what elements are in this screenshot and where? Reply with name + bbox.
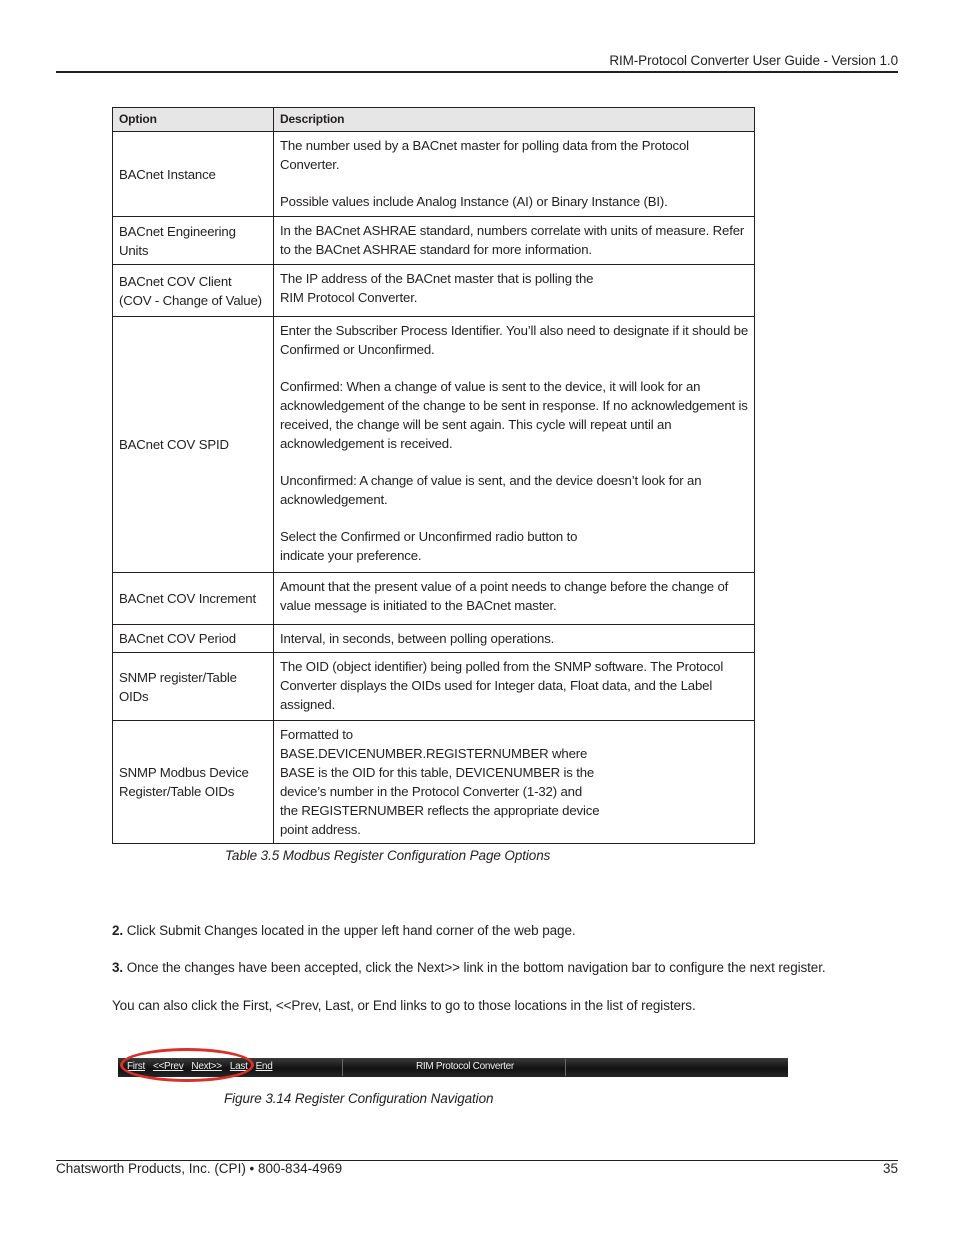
navigation-note: You can also click the First, <<Prev, Last, or End links to go to those locations in the list of registers. — [112, 998, 696, 1013]
table-row — [113, 317, 755, 573]
step-2-number: 2. — [112, 923, 124, 938]
description-cell: The IP address of the BACnet master that is polling the RIM Protocol Converter. — [274, 265, 755, 317]
step-3-text: Once the changes have been accepted, click the Next>> link in the bottom navigation bar to configure the next register. — [126, 960, 826, 975]
column-header-option: Option — [113, 108, 274, 132]
option-cell: BACnet Engineering Units — [113, 217, 274, 265]
option-cell: BACnet Instance — [113, 132, 274, 217]
nav-next-link[interactable]: Next>> — [191, 1061, 222, 1072]
page-number: 35 — [882, 1161, 898, 1176]
option-cell: BACnet COV Period — [113, 625, 274, 653]
table-header-row — [113, 108, 755, 132]
header-rule — [56, 71, 898, 73]
nav-separator — [342, 1059, 343, 1076]
option-cell: SNMP register/Table OIDs — [113, 653, 274, 721]
table-row — [113, 132, 755, 217]
step-3-number: 3. — [112, 960, 124, 975]
option-cell: SNMP Modbus Device Register/Table OIDs — [113, 721, 274, 844]
step-2 — [112, 923, 576, 938]
description-cell: In the BACnet ASHRAE standard, numbers correlate with units of measure. Refer to the BACnet ASHRAE standard for more information. — [274, 217, 755, 265]
option-cell: BACnet COV SPID — [113, 317, 274, 573]
description-cell: The number used by a BACnet master for polling data from the Protocol Converter. Possible values include Analog Instance (AI) or Binary Instance (BI). — [274, 132, 755, 217]
table-row — [113, 653, 755, 721]
nav-separator — [565, 1059, 566, 1076]
nav-bar-title: RIM Protocol Converter — [416, 1061, 514, 1072]
table-row — [113, 265, 755, 317]
table-row — [113, 721, 755, 844]
nav-prev-link[interactable]: <<Prev — [152, 1061, 184, 1072]
running-header: RIM-Protocol Converter User Guide - Version 1.0 — [609, 53, 898, 68]
option-cell: BACnet COV Client (COV - Change of Value) — [113, 265, 274, 317]
option-cell: BACnet COV Increment — [113, 573, 274, 625]
table-row — [113, 217, 755, 265]
nav-first-link[interactable]: First — [127, 1061, 145, 1072]
description-cell: Formatted to BASE.DEVICENUMBER.REGISTERNUMBER where BASE is the OID for this table, DEVICENUMBER is the device’s number in the Protocol Converter (1-32) and the REGISTERNUMBER reflects the appropriate device point address. — [274, 721, 755, 844]
description-cell: Amount that the present value of a point needs to change before the change of value message is initiated to the BACnet master. — [274, 573, 755, 625]
options-table — [112, 107, 755, 844]
step-2-text: Click Submit Changes located in the upper left hand corner of the web page. — [126, 923, 576, 938]
table-caption: Table 3.5 Modbus Register Configuration Page Options — [225, 848, 551, 863]
column-header-description: Description — [274, 108, 755, 132]
nav-last-link[interactable]: Last — [229, 1061, 248, 1072]
highlight-oval — [120, 1048, 254, 1082]
nav-end-link[interactable]: End — [255, 1061, 273, 1072]
table-row — [113, 573, 755, 625]
footer-company: Chatsworth Products, Inc. (CPI) • 800-834-4969 — [56, 1161, 343, 1176]
step-3 — [112, 960, 826, 975]
description-cell: Enter the Subscriber Process Identifier. You’ll also need to designate if it should be Confirmed or Unconfirmed. Confirmed: When a change of value is sent to the device, it will look for an acknowledgement of the change to be sent in response. If no acknowledgement is received, the change will be sent again. This cycle will repeat until an acknowledgement is received. Unconfirmed: A change of value is sent, and the device doesn’t look for an acknowledgement. Select the Confirmed or Unconfirmed radio button to indicate your preference. — [274, 317, 755, 573]
description-cell: The OID (object identifier) being polled from the SNMP software. The Protocol Converter displays the OIDs used for Integer data, Float data, and the Label assigned. — [274, 653, 755, 721]
description-cell: Interval, in seconds, between polling operations. — [274, 625, 755, 653]
table-row — [113, 625, 755, 653]
figure-caption: Figure 3.14 Register Configuration Navigation — [224, 1091, 494, 1106]
